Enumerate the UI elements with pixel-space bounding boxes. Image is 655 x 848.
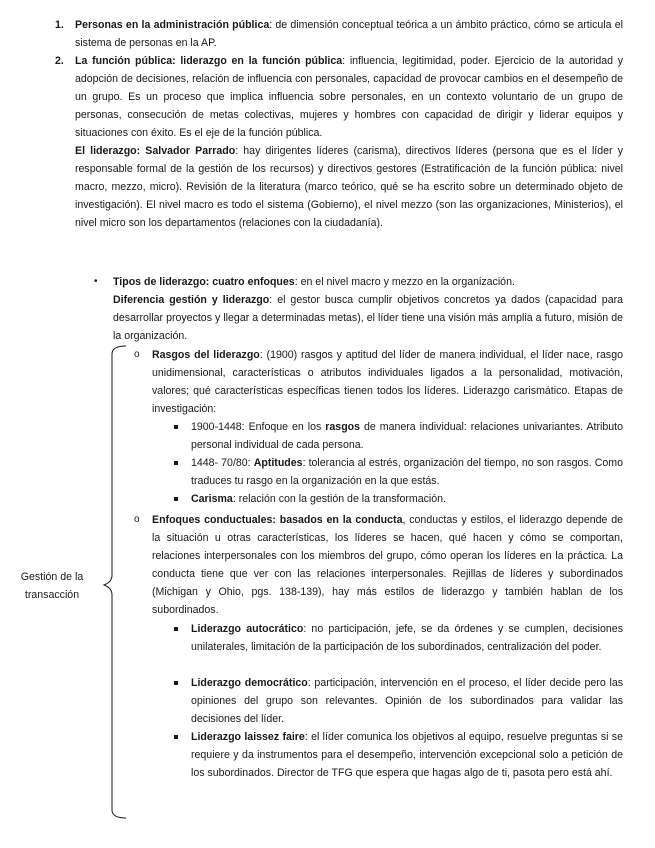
rasgos-subitem-3-bold: Carisma <box>191 493 233 505</box>
liderazgo-parrado-text: : hay dirigentes líderes (carisma), directivos líderes (persona que es el líder y responsable formal de la gestión de los recursos) y directivos gestores (Estratificación de la función pública: nivel macro, mezzo, micro). Revisión de la literatura (marco teórico, qué se ha escrito sobre un determinado objeto de investigación). El nivel macro es todo el sistema (Gobierno), el nivel mezzo (son las organizaciones, Ministerios), el nivel micro son los departamentos (relaciones con la ciudadanía). <box>75 145 623 229</box>
diferencia-title: Diferencia gestión y liderazgo <box>113 294 270 306</box>
rasgos-subitem-2-bullet <box>174 461 178 465</box>
liderazgo-laissez-faire-text: : el líder comunica los objetivos al equipo, resuelve preguntas si se requiere y da instrumentos para el desempeño, intervención excepcional solo a petición de los subordinados. Director de TFG que espera que hagas algo de ti, pasota pero está ahí. <box>191 731 623 779</box>
item-2-number: 2. <box>55 55 64 67</box>
conductuales-paragraph <box>152 511 623 619</box>
liderazgo-democratico-text: : participación, intervención en el proceso, el líder decide pero las opiniones del grupo son relevantes. Opinión de los subordinados para validar las decisiones del líder. <box>191 677 624 725</box>
rasgos-subitem-1-bold: rasgos <box>325 421 361 433</box>
rasgos-paragraph <box>152 346 623 418</box>
rasgos-subitem-1 <box>191 418 623 454</box>
rasgos-subitem-2-post: : tolerancia al estrés, organización del tiempo, no son rasgos. Como traduces tu rasgo en la organización en la que estás. <box>191 457 623 487</box>
liderazgo-autocratico-text: : no participación, jefe, se da órdenes y se cumplen, decisiones unilaterales, limitación de la participación de los subordinados, centralización del poder. <box>191 623 623 653</box>
rasgos-subitem-1-post: de manera individual: relaciones univariantes. Atributo personal individual de cada persona. <box>191 421 623 451</box>
side-label-gestion-transaccion: Gestión de la transacción <box>20 571 84 601</box>
liderazgo-laissez-faire-title: Liderazgo laissez faire <box>191 731 305 743</box>
liderazgo-democratico <box>191 674 623 728</box>
item-2-text: : influencia, legitimidad, poder. Ejercicio de la autoridad y adopción de decisiones, relación de influencia con personales, capacidad de provocar cambios en el desempeño de un grupo. Es un proceso que implica influencia sobre personales, en un contexto voluntario de un grupo de personas, consecución de metas colectivas, mujeres y hombres con capacidad de dirigir y liderar equipos y situaciones con éxito. Es el eje de la función pública. <box>75 55 624 139</box>
conductuales-text: , conductas y estilos, el liderazgo depende de la situación u otras características, los líderes se hacen, qué hacen y cómo se comportan, relaciones interpersonales con los miembros del grupo, cómo operan los líderes en la práctica. La conducta tiene que ver con las relaciones interpersonales. Rejillas de líderes y subordinados (Michigan y Ohio, pgs. 138-139), hay más estilos de liderazgo y también hablan de los subordinados. <box>152 514 623 616</box>
rasgos-marker: o <box>134 349 140 360</box>
item-1-text: : de dimensión conceptual teórica a un ámbito práctico, cómo se articula el sistema de personas en la AP. <box>75 19 623 49</box>
tipos-bullet: • <box>94 276 98 287</box>
rasgos-title: Rasgos del liderazgo <box>152 349 260 361</box>
conductuales-title: Enfoques conductuales: basados en la conducta <box>152 514 403 526</box>
conductuales-subitem-3-bullet <box>174 735 178 739</box>
tipos-text: : en el nivel macro y mezzo en la organización. <box>294 276 515 288</box>
rasgos-text: : (1900) rasgos y aptitud del líder de manera individual, el líder nace, rasgo unidimensional, características o atributos individuales ligados a la personalidad, motivación, valores; qué características específicas tienen todos los líderes. Liderazgo carismático. Etapas de investigación: <box>152 349 623 415</box>
rasgos-subitem-2-bold: Aptitudes <box>253 457 303 469</box>
diferencia-text: : el gestor busca cumplir objetivos concretos ya dados (capacidad para desarrollar proyectos y llegar a determinadas metas), el líder tiene una visión más amplia a futuro, misión de la organización. <box>113 294 624 342</box>
liderazgo-democratico-title: Liderazgo democrático <box>191 677 308 689</box>
liderazgo-autocratico-title: Liderazgo autocrático <box>191 623 304 635</box>
rasgos-subitem-3-bullet <box>174 497 178 501</box>
rasgos-subitem-3 <box>191 490 623 508</box>
conductuales-marker: o <box>134 514 140 525</box>
liderazgo-laissez-faire <box>191 728 623 782</box>
rasgos-subitem-1-pre: 1900-1448: Enfoque en los <box>191 421 326 433</box>
rasgos-subitem-1-bullet <box>174 425 178 429</box>
item-1-number: 1. <box>55 19 64 31</box>
tipos-title: Tipos de liderazgo: cuatro enfoques <box>113 276 295 288</box>
conductuales-subitem-2-bullet <box>174 681 178 685</box>
liderazgo-parrado-title: El liderazgo: Salvador Parrado <box>75 145 236 157</box>
rasgos-subitem-3-post: : relación con la gestión de la transformación. <box>232 493 446 505</box>
item-2-title: La función pública: liderazgo en la función pública <box>75 55 343 67</box>
liderazgo-autocratico <box>191 620 623 656</box>
conductuales-subitem-1-bullet <box>174 627 178 631</box>
rasgos-subitem-2-pre: 1448- 70/80: <box>191 457 254 469</box>
rasgos-subitem-2 <box>191 454 623 490</box>
item-1-title: Personas en la administración pública <box>75 19 270 31</box>
